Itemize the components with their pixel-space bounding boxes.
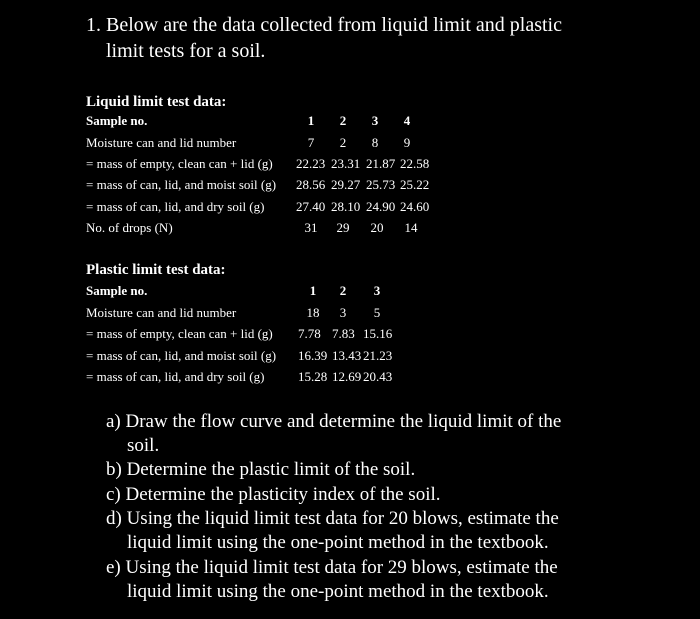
ll-row-label: = mass of can, lid, and moist soil (g) [86,177,277,192]
ll-cell: 2 [339,135,347,150]
question-e-line1: e) Using the liquid limit test data for 29 blows, estimate the [106,557,558,578]
pl-sample-no: 1 [309,283,317,298]
question-e-line2: liquid limit using the one-point method in the textbook. [127,581,549,602]
question-b: b) Determine the plastic limit of the soil. [106,459,416,480]
problem-title-line2: limit tests for a soil. [106,40,266,62]
pl-row-label: = mass of empty, clean can + lid (g) [86,326,273,341]
ll-cell: 9 [403,135,411,150]
pl-cell: 15.16 [363,326,393,341]
question-d-line1: d) Using the liquid limit test data for 20 blows, estimate the [106,508,559,529]
ll-row-label: Moisture can and lid number [86,135,237,150]
ll-row-label: = mass of empty, clean can + lid (g) [86,156,273,171]
ll-sample-no: 3 [371,113,379,128]
pl-cell: 16.39 [298,348,328,363]
ll-row-label: No. of drops (N) [86,220,173,235]
pl-cell: 7.83 [332,326,355,341]
pl-cell: 20.43 [363,369,393,384]
ll-cell: 25.73 [366,177,396,192]
ll-cell: 28.56 [296,177,326,192]
ll-row-label: = mass of can, lid, and dry soil (g) [86,199,265,214]
ll-cell: 25.22 [400,177,430,192]
question-c: c) Determine the plasticity index of the soil. [106,484,441,505]
pl-cell: 13.43 [332,348,362,363]
ll-cell: 23.31 [331,156,361,171]
ll-cell: 7 [307,135,315,150]
question-d-line2: liquid limit using the one-point method in the textbook. [127,532,549,553]
ll-cell: 14 [404,220,418,235]
pl-cell: 3 [339,305,347,320]
pl-row-label: Moisture can and lid number [86,305,237,320]
problem-title-line1: Below are the data collected from liquid limit and plastic [106,14,562,36]
problem-number: 1. [86,14,101,36]
pl-sample-no: 3 [373,283,381,298]
question-a-line2: soil. [127,435,160,456]
liquid-limit-heading: Liquid limit test data: [86,94,227,110]
plastic-limit-heading: Plastic limit test data: [86,262,226,278]
pl-cell: 18 [306,305,320,320]
ll-cell: 24.90 [366,199,396,214]
question-a-line1: a) Draw the flow curve and determine the liquid limit of the [106,411,562,432]
ll-cell: 22.23 [296,156,326,171]
ll-cell: 29 [336,220,350,235]
ll-sample-no: 1 [307,113,315,128]
ll-cell: 31 [304,220,318,235]
pl-row-label: = mass of can, lid, and dry soil (g) [86,369,265,384]
ll-sample-no: 4 [403,113,411,128]
ll-cell: 22.58 [400,156,430,171]
pl-row-label: = mass of can, lid, and moist soil (g) [86,348,277,363]
pl-cell: 15.28 [298,369,328,384]
ll-sample-no: 2 [339,113,347,128]
pl-cell: 7.78 [298,326,321,341]
ll-cell: 27.40 [296,199,326,214]
ll-cell: 24.60 [400,199,430,214]
ll-cell: 8 [371,135,379,150]
ll-cell: 21.87 [366,156,396,171]
pl-cell: 5 [373,305,381,320]
ll-cell: 29.27 [331,177,361,192]
pl-cell: 21.23 [363,348,393,363]
ll-sample-label: Sample no. [86,113,148,128]
ll-cell: 28.10 [331,199,361,214]
pl-cell: 12.69 [332,369,362,384]
pl-sample-label: Sample no. [86,283,148,298]
pl-sample-no: 2 [339,283,347,298]
ll-cell: 20 [370,220,384,235]
